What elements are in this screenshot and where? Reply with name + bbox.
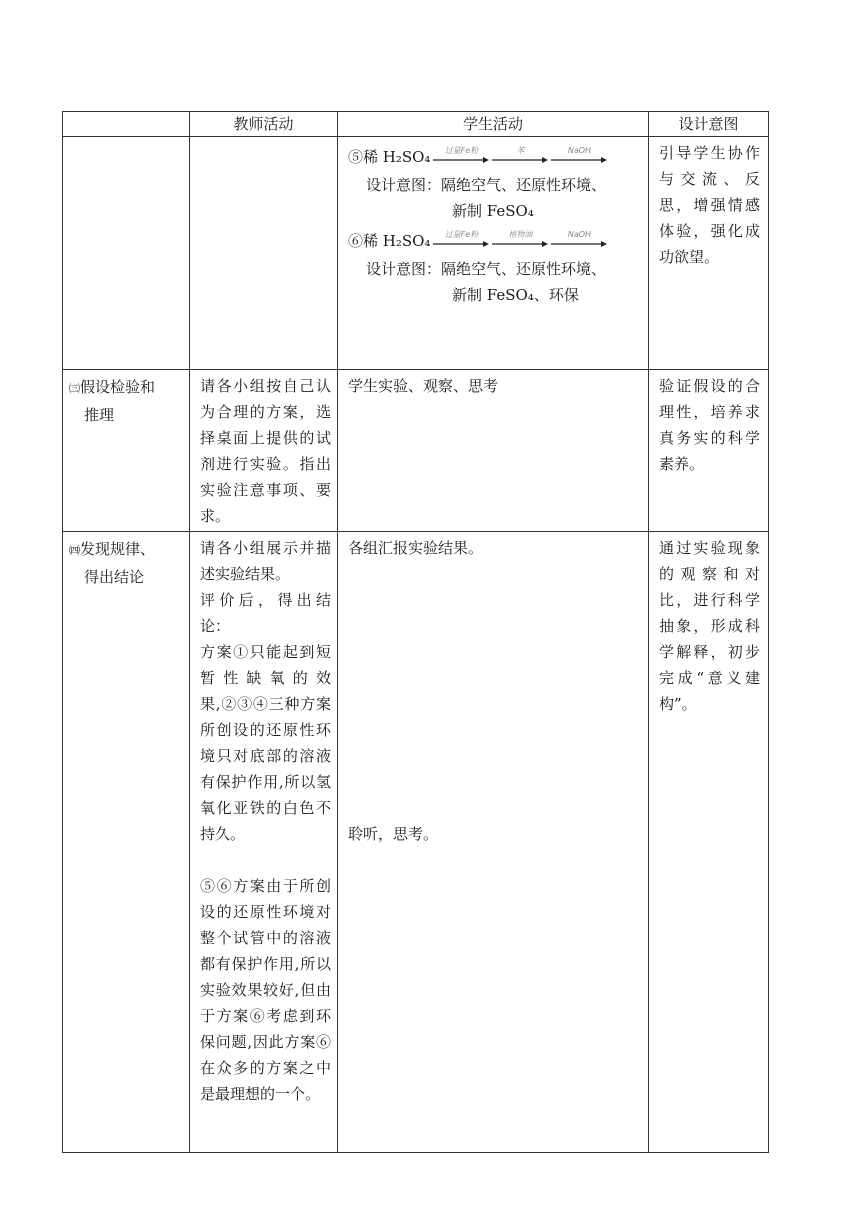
stage-title-cont: 推理 xyxy=(84,406,115,424)
table-row xyxy=(63,137,769,370)
stage-number: ㈣ xyxy=(69,544,80,557)
design-intent-text: 引导学生协作与交流、反思，增强情感体验，强化成功欲望。 xyxy=(659,144,760,266)
stage-number: ㈢ xyxy=(69,382,80,395)
reaction-arrow xyxy=(551,230,607,248)
stage-title: 发现规律、 xyxy=(80,540,156,558)
arrow-reagent: 过量Fe粉 xyxy=(444,146,479,155)
arrow-icon xyxy=(433,157,489,163)
scheme-5 xyxy=(348,142,640,172)
teacher-paragraph: 评价后，得出结论： xyxy=(200,591,331,635)
scheme-5-intent-cont: 新制 FeSO₄ xyxy=(452,202,534,220)
reaction-arrow xyxy=(492,230,548,248)
design-cell xyxy=(649,532,769,1153)
lesson-plan-table xyxy=(62,111,769,1153)
stage-cell xyxy=(63,137,190,370)
header-design-intent: 设计意图 xyxy=(649,112,769,137)
design-intent-text: 验证假设的合理性，培养求真务实的科学素养。 xyxy=(659,377,760,473)
student-paragraph: 聆听，思考。 xyxy=(348,825,439,843)
student-cell xyxy=(338,532,649,1153)
arrow-icon xyxy=(492,241,548,247)
stage-cell xyxy=(63,370,190,532)
table-row xyxy=(63,370,769,532)
scheme-6-label: ⑥稀 H₂SO₄ xyxy=(348,232,431,250)
header-row xyxy=(63,112,769,137)
arrow-icon xyxy=(433,241,489,247)
scheme-6-intent-cont: 新制 FeSO₄、环保 xyxy=(452,286,579,304)
arrow-reagent: 苯 xyxy=(516,146,525,155)
reaction-arrow xyxy=(492,146,548,164)
arrow-icon xyxy=(551,241,607,247)
scheme-5-label: ⑤稀 H₂SO₄ xyxy=(348,148,431,166)
teacher-cell xyxy=(190,370,338,532)
teacher-cell xyxy=(190,137,338,370)
scheme-6-intent: 设计意图：隔绝空气、还原性环境、 xyxy=(366,260,607,278)
stage-cell xyxy=(63,532,190,1153)
student-cell xyxy=(338,137,649,370)
design-cell xyxy=(649,137,769,370)
arrow-reagent: 植物油 xyxy=(508,230,533,239)
scheme-6-chain xyxy=(433,230,610,248)
scheme-6 xyxy=(348,226,640,256)
teacher-cell xyxy=(190,532,338,1153)
header-teacher-activity: 教师活动 xyxy=(190,112,338,137)
header-student-activity: 学生活动 xyxy=(338,112,649,137)
arrow-reagent: 过量Fe粉 xyxy=(444,230,479,239)
scheme-5-intent: 设计意图：隔绝空气、还原性环境、 xyxy=(366,176,607,194)
teacher-paragraph: 方案①只能起到短暂性缺氧的效果,②③④三种方案所创设的还原性环境只对底部的溶液有保护作用,所以氢氧化亚铁的白色不持久。 xyxy=(200,643,331,843)
reaction-arrow xyxy=(433,230,489,248)
teacher-activity-text: 请各小组按自己认为合理的方案，选择桌面上提供的试剂进行实验。指出实验注意事项、要求。 xyxy=(200,377,331,525)
stage-title: 假设检验和 xyxy=(80,378,156,396)
reaction-arrow xyxy=(551,146,607,164)
student-paragraph: 各组汇报实验结果。 xyxy=(348,539,484,557)
teacher-paragraph: 请各小组展示并描述实验结果。 xyxy=(200,539,331,583)
design-intent-text: 通过实验现象的观察和对比，进行科学抽象，形成科学解释，初步完成“意义建构”。 xyxy=(659,539,760,713)
table-row xyxy=(63,532,769,1153)
student-cell xyxy=(338,370,649,532)
arrow-icon xyxy=(551,157,607,163)
arrow-reagent: NaOH xyxy=(567,146,592,155)
stage-title-cont: 得出结论 xyxy=(84,568,145,586)
arrow-reagent: NaOH xyxy=(567,230,592,239)
design-cell xyxy=(649,370,769,532)
scheme-5-chain xyxy=(433,146,610,164)
reaction-arrow xyxy=(433,146,489,164)
student-activity-text: 学生实验、观察、思考 xyxy=(348,377,499,395)
teacher-paragraph: ⑤⑥方案由于所创设的还原性环境对整个试管中的溶液都有保护作用,所以实验效果较好,但由于方案⑥考虑到环保问题,因此方案⑥在众多的方案之中是最理想的一个。 xyxy=(200,877,331,1103)
arrow-icon xyxy=(492,157,548,163)
header-stage xyxy=(63,112,190,137)
